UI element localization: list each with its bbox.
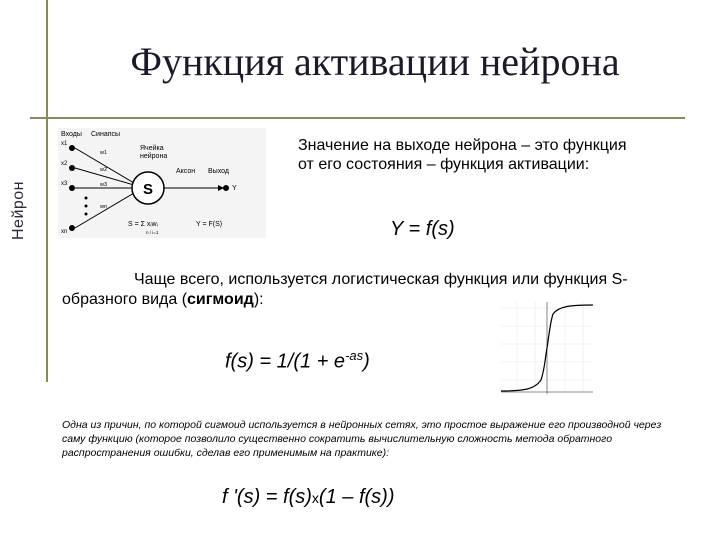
diagram-cell-label-1: Ячейка [140, 145, 164, 152]
diagram-synapses-label: Синапсы [91, 131, 121, 138]
diagram-axon-label: Аксон [176, 168, 196, 175]
w2-label: w2 [100, 167, 108, 173]
xn-label: xn [61, 229, 68, 235]
sigmoid-plot [495, 298, 597, 402]
formula-y: Y = f(s) [390, 218, 455, 240]
formula-sigmoid-base: f(s) = 1/(1 + e [225, 350, 346, 373]
wn-label: wn [100, 204, 108, 210]
side-label: Нейрон [10, 180, 27, 240]
formula-sigmoid [225, 348, 370, 374]
formula-sigmoid-close: ) [363, 350, 370, 373]
para-bold: сигмоид [187, 291, 254, 308]
slide-title: Функция активации нейрона [130, 39, 620, 84]
y-label: Y [232, 185, 237, 192]
para-end: ): [253, 291, 264, 308]
x1-label: x1 [61, 141, 68, 147]
formula-derivative [222, 486, 394, 509]
neuron-diagram [58, 128, 266, 238]
formula-deriv-times: x [311, 490, 319, 506]
sum-formula: S = Σ xᵢwᵢ [128, 221, 158, 228]
x2-label: x2 [61, 161, 68, 167]
neuron-node-label: S [143, 181, 154, 198]
intro-text: Значение на выходе нейрона – это функция от его состояния – функция активации: [298, 137, 627, 173]
formula-deriv-right: (1 – f(s)) [318, 486, 395, 508]
derivative-note: Одна из причин, по которой сигмоид используется в нейронных сетях, это простое выражение его производной через саму функцию (которое позволило существенно сократить вычислительную сложность метода обратного распространения ошибки, сделав его применимым на практике): [62, 419, 662, 459]
horizontal-rule [30, 117, 685, 119]
w3-label: w3 [100, 182, 108, 188]
x3-label: x3 [61, 181, 68, 187]
w1-label: w1 [100, 150, 108, 156]
formula-sigmoid-exp: -as [345, 348, 364, 363]
diagram-inputs-label: Входы [61, 131, 82, 138]
output-formula: Y = F(S) [196, 221, 223, 228]
sum-limits: n / i=1 [146, 230, 159, 235]
para-start: Чаще всего, используется логистическая функция или функция S-образного вида ( [62, 271, 628, 308]
formula-deriv-left: f '(s) = f(s) [222, 486, 312, 508]
output-node [223, 185, 229, 191]
diagram-output-label: Выход [208, 168, 229, 175]
diagram-cell-label-2: нейрона [140, 153, 168, 160]
